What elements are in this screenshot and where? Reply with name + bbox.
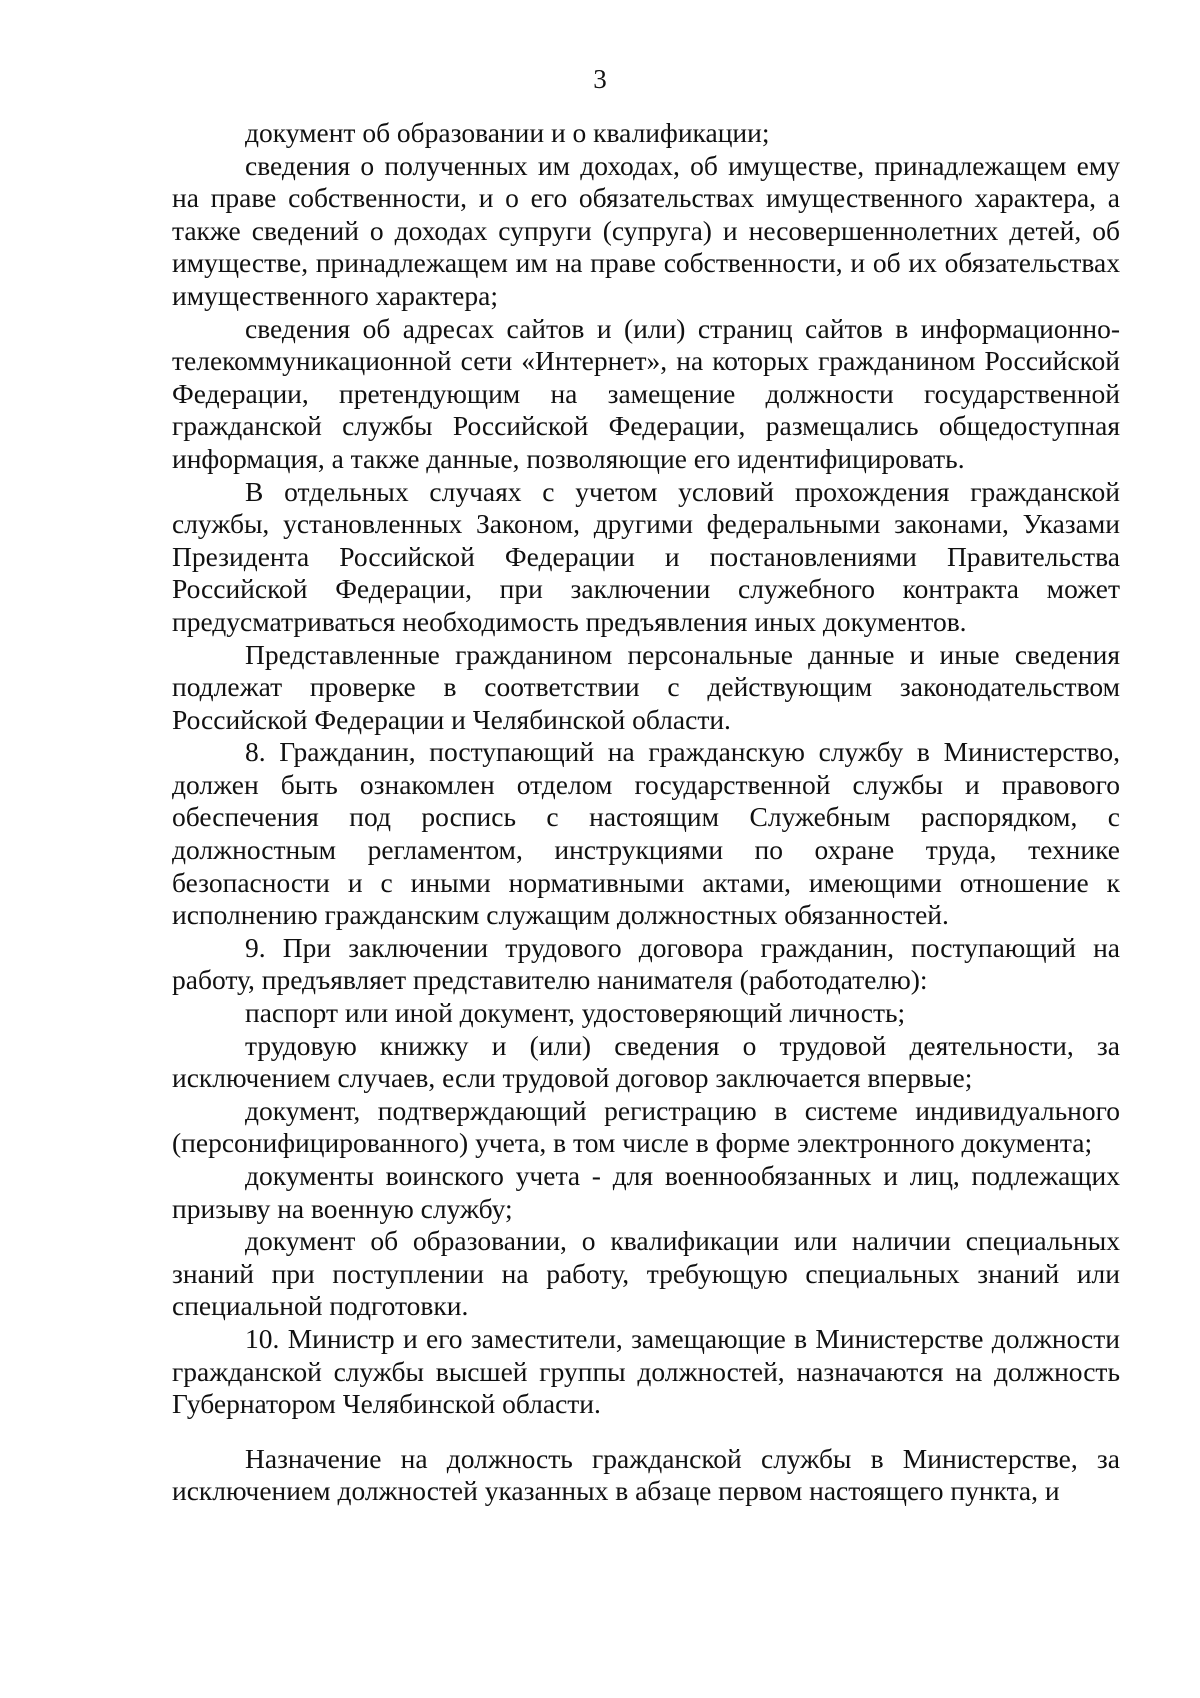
paragraph-military-documents: документы воинского учета - для военнообязанных и лиц, подлежащих призыву на военную службу; [172, 1160, 1120, 1224]
paragraph-income-info: сведения о полученных им доходах, об имуществе, принадлежащем ему на праве собственности, и о его обязательствах имущественного характера, а также сведений о доходах супруги (супруга) и несовершеннолетних детей, об имуществе, принадлежащем им на праве собственности, и об их обязательствах имущественного характера; [172, 149, 1120, 311]
paragraph-qualification-document: документ об образовании, о квалификации или наличии специальных знаний при поступлении на работу, требующую специальных знаний или специальной подготовки. [172, 1225, 1120, 1322]
paragraph-education-document: документ об образовании и о квалификации; [245, 117, 770, 148]
paragraph-work-book: трудовую книжку и (или) сведения о трудовой деятельности, за исключением случаев, если трудовой договор заключается впервые; [172, 1029, 1120, 1094]
paragraph-appointment: Назначение на должность гражданской службы в Министерстве, за исключением должностей указанных в абзаце первом настоящего пункта, и [172, 1442, 1120, 1507]
paragraph-passport: паспорт или иной документ, удостоверяющий личность; [245, 997, 906, 1029]
document-body [172, 117, 1120, 1508]
paragraph-data-verification: Представленные гражданином персональные данные и иные сведения подлежат проверке в соответствии с действующим законодательством Российской Федерации и Челябинской области. [172, 638, 1120, 735]
paragraph-clause-10: 10. Министр и его заместители, замещающие в Министерстве должности гражданской службы высшей группы должностей, назначаются на должность Губернатором Челябинской области. [172, 1322, 1120, 1420]
paragraph-clause-8: 8. Гражданин, поступающий на гражданскую службу в Министерство, должен быть ознакомлен отделом государственной службы и правового обеспечения под роспись с настоящим Служебным распорядком, с должностным регламентом, инструкциями по охране труда, технике безопасности и с иными нормативными актами, имеющими отношение к исполнению гражданским служащим должностных обязанностей. [172, 736, 1120, 931]
paragraph-website-info: сведения об адресах сайтов и (или) страниц сайтов в информационно-телекоммуникационной сети «Интернет», на которых гражданином Российской Федерации, претендующим на замещение должности государственной гражданской службы Российской Федерации, размещались общедоступная информация, а также данные, позволяющие его идентифицировать. [172, 312, 1120, 474]
paragraph-clause-9: 9. При заключении трудового договора гражданин, поступающий на работу, предъявляет представителю нанимателя (работодателю): [172, 931, 1120, 996]
page-number: 3 [593, 64, 607, 94]
paragraph-other-documents: В отдельных случаях с учетом условий прохождения гражданской службы, установленных Законом, другими федеральными законами, Указами Президента Российской Федерации и постановлениями Правительства Российской Федерации, при заключении служебного контракта может предусматриваться необходимость предъявления иных документов. [172, 475, 1120, 637]
paragraph-registration-document: документ, подтверждающий регистрацию в системе индивидуального (персонифицированного) учета, в том числе в форме электронного документа; [172, 1094, 1120, 1159]
